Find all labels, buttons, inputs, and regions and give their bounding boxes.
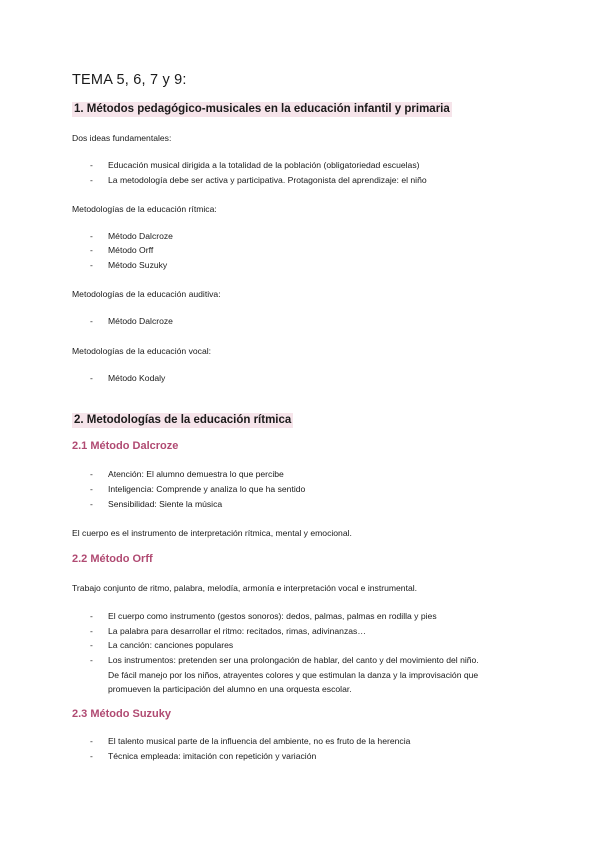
bullet-dash: -: [90, 316, 93, 326]
bullet-dash: -: [90, 484, 93, 494]
bullet-dash: -: [90, 373, 93, 383]
bullet-dash: -: [90, 245, 93, 255]
bullet-dash: -: [90, 655, 93, 665]
list-item-text: Método Orff: [108, 245, 154, 255]
list-item: [90, 736, 410, 746]
suzuky-heading: 2.3 Método Suzuky: [72, 708, 172, 720]
list-item-text: El cuerpo como instrumento (gestos sonoros): dedos, palmas, palmas en rodilla y pies: [108, 611, 437, 621]
list-item-text: El talento musical parte de la influencia del ambiente, no es fruto de la herencia: [108, 736, 411, 746]
document-title: TEMA 5, 6, 7 y 9:: [72, 72, 187, 88]
dalcroze-heading: 2.1 Método Dalcroze: [72, 440, 179, 452]
list-item: [90, 260, 167, 270]
orff-intro: Trabajo conjunto de ritmo, palabra, melodía, armonía e interpretación vocal e instrumental.: [72, 583, 418, 593]
list-item-text: Educación musical dirigida a la totalidad de la población (obligatoriedad escuelas): [108, 160, 420, 170]
bullet-dash: -: [90, 736, 93, 746]
bullet-dash: -: [90, 160, 93, 170]
list-item: [90, 373, 165, 383]
list-item-text: Técnica empleada: imitación con repetición y variación: [108, 751, 317, 761]
list-item: [90, 245, 153, 255]
list-item: [90, 175, 427, 185]
list-item-text: Método Dalcroze: [108, 316, 173, 326]
list-item-text: Atención: El alumno demuestra lo que percibe: [108, 469, 284, 479]
orff-heading: 2.2 Método Orff: [72, 553, 153, 565]
bullet-dash: -: [90, 751, 93, 761]
list-item: [90, 499, 222, 509]
bullet-dash: -: [90, 611, 93, 621]
bullet-dash: -: [90, 175, 93, 185]
bullet-dash: -: [90, 640, 93, 650]
list-item: [90, 316, 173, 326]
list-item-text: Método Kodaly: [108, 373, 166, 383]
list-item: [90, 640, 233, 650]
vocal-label: Metodologías de la educación vocal:: [72, 346, 212, 356]
list-item-text: Método Suzuky: [108, 260, 168, 270]
ideas-label: Dos ideas fundamentales:: [72, 133, 172, 143]
list-item-text: Inteligencia: Comprende y analiza lo que ha sentido: [108, 484, 306, 494]
bullet-dash: -: [90, 231, 93, 241]
bullet-dash: -: [90, 499, 93, 509]
list-item-continuation: promueven la participación del alumno en una orquesta escolar.: [108, 684, 352, 694]
bullet-dash: -: [90, 260, 93, 270]
list-item: [90, 160, 419, 170]
list-item-text: La canción: canciones populares: [108, 640, 234, 650]
list-item: [90, 626, 366, 636]
list-item: [90, 484, 305, 494]
list-item-text: La metodología debe ser activa y participativa. Protagonista del aprendizaje: el niño: [108, 175, 427, 185]
list-item: [90, 611, 437, 621]
list-item: [90, 751, 316, 761]
section-1-heading: 1. Métodos pedagógico-musicales en la educación infantil y primaria: [74, 103, 450, 115]
bullet-dash: -: [90, 626, 93, 636]
list-item-text: Los instrumentos: pretenden ser una prolongación de hablar, del canto y del movimiento del niño.: [108, 655, 479, 665]
list-item-continuation: De fácil manejo por los niños, atrayentes colores y que estimulan la danza y la improvisación que: [108, 670, 479, 680]
list-item: [90, 469, 284, 479]
section-2-heading: 2. Metodologías de la educación rítmica: [74, 414, 292, 426]
list-item-text: Sensibilidad: Siente la música: [108, 499, 223, 509]
ritmica-label: Metodologías de la educación rítmica:: [72, 204, 217, 214]
list-item-text: La palabra para desarrollar el ritmo: recitados, rimas, adivinanzas…: [108, 626, 366, 636]
list-item: [90, 231, 173, 241]
auditiva-label: Metodologías de la educación auditiva:: [72, 289, 221, 299]
list-item: [90, 655, 479, 665]
list-item-text: Método Dalcroze: [108, 231, 173, 241]
bullet-dash: -: [90, 469, 93, 479]
dalcroze-note: El cuerpo es el instrumento de interpretación rítmica, mental y emocional.: [72, 528, 352, 538]
